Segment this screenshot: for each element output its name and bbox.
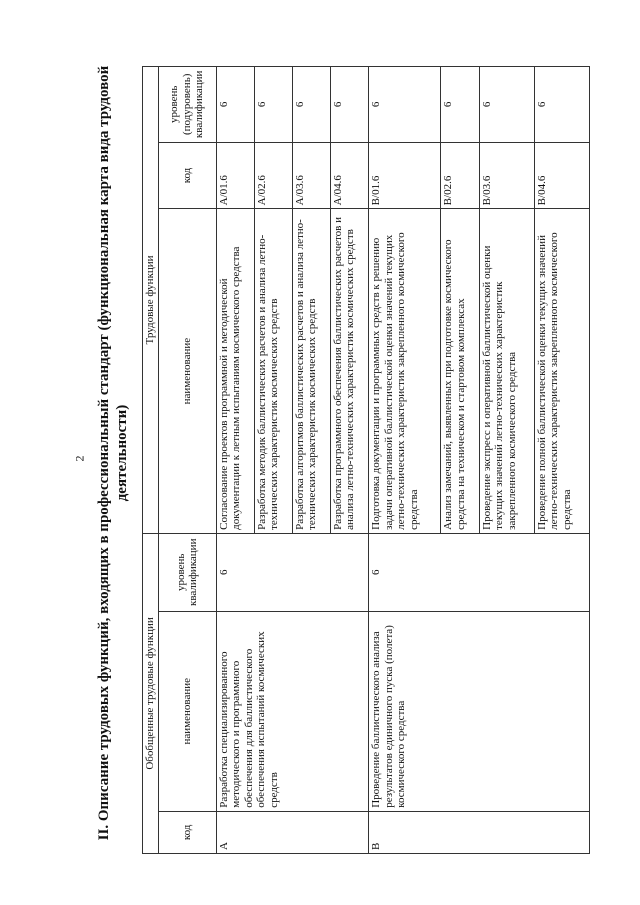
group-level: 6 (369, 533, 590, 611)
function-level: 6 (254, 67, 292, 143)
section-title: II. Описание трудовых функций, входящих в профессиональный стандарт (функциональная карта вида трудовой деятельности) (96, 65, 130, 841)
header-labor: Трудовые функции (143, 67, 159, 534)
header-generalized: Обобщенные трудовые функции (143, 533, 159, 853)
function-name: Разработка алгоритмов баллистических расчетов и анализа летно-технических характеристик космических средств (292, 209, 330, 534)
function-name: Проведение полной баллистической оценки текущих значений летно-технических характеристик закрепленного космического средства (534, 209, 589, 534)
header-gen-code: код (158, 811, 216, 853)
function-level: 6 (369, 67, 441, 143)
function-code: В/02.6 (441, 142, 479, 209)
function-code: А/02.6 (254, 142, 292, 209)
group-level: 6 (216, 533, 369, 611)
function-level: 6 (330, 67, 368, 143)
header-fn-code: код (158, 142, 216, 209)
functional-map-table (142, 66, 590, 854)
function-name: Анализ замечаний, выявленных при подготовке космического средства на техническом и стартовом комплексах (441, 209, 479, 534)
table-row (369, 67, 441, 854)
group-name: Разработка специализированного методического и программного обеспечения для баллистического обеспечения испытаний космических средств (216, 611, 369, 811)
function-code: А/03.6 (292, 142, 330, 209)
function-level: 6 (216, 67, 254, 143)
function-code: А/01.6 (216, 142, 254, 209)
table-row (216, 67, 254, 854)
function-level: 6 (441, 67, 479, 143)
page-number: 2 (72, 455, 87, 462)
group-name: Проведение баллистического анализа результатов единичного пуска (полета) космического средства (369, 611, 590, 811)
function-code: А/04.6 (330, 142, 368, 209)
header-gen-level: уровень квалификации (158, 533, 216, 611)
function-name: Подготовка документации и программных средств к решению задачи оперативной баллистической оценки значений текущих летно-технических характеристик закрепленного космического средства (369, 209, 441, 534)
functional-map-table-wrapper (142, 66, 590, 854)
function-code: В/04.6 (534, 142, 589, 209)
header-fn-name: наименование (158, 209, 216, 534)
header-fn-level: уровень (подуровень) квалификации (158, 67, 216, 143)
function-code: В/01.6 (369, 142, 441, 209)
function-code: В/03.6 (479, 142, 534, 209)
header-gen-name: наименование (158, 611, 216, 811)
function-name: Согласование проектов программной и методической документации к летным испытаниям космического средства (216, 209, 254, 534)
group-code: В (369, 811, 590, 853)
group-code: А (216, 811, 369, 853)
function-level: 6 (292, 67, 330, 143)
function-level: 6 (534, 67, 589, 143)
function-name: Разработка программного обеспечения баллистических расчетов и анализа летно-технических характеристик космических средств (330, 209, 368, 534)
function-name: Проведение экспресс и оперативной баллистической оценки текущих значений летно-технических характеристик закрепленного космического средства (479, 209, 534, 534)
function-name: Разработка методик баллистических расчетов и анализа летно-технических характеристик космических средств (254, 209, 292, 534)
function-level: 6 (479, 67, 534, 143)
